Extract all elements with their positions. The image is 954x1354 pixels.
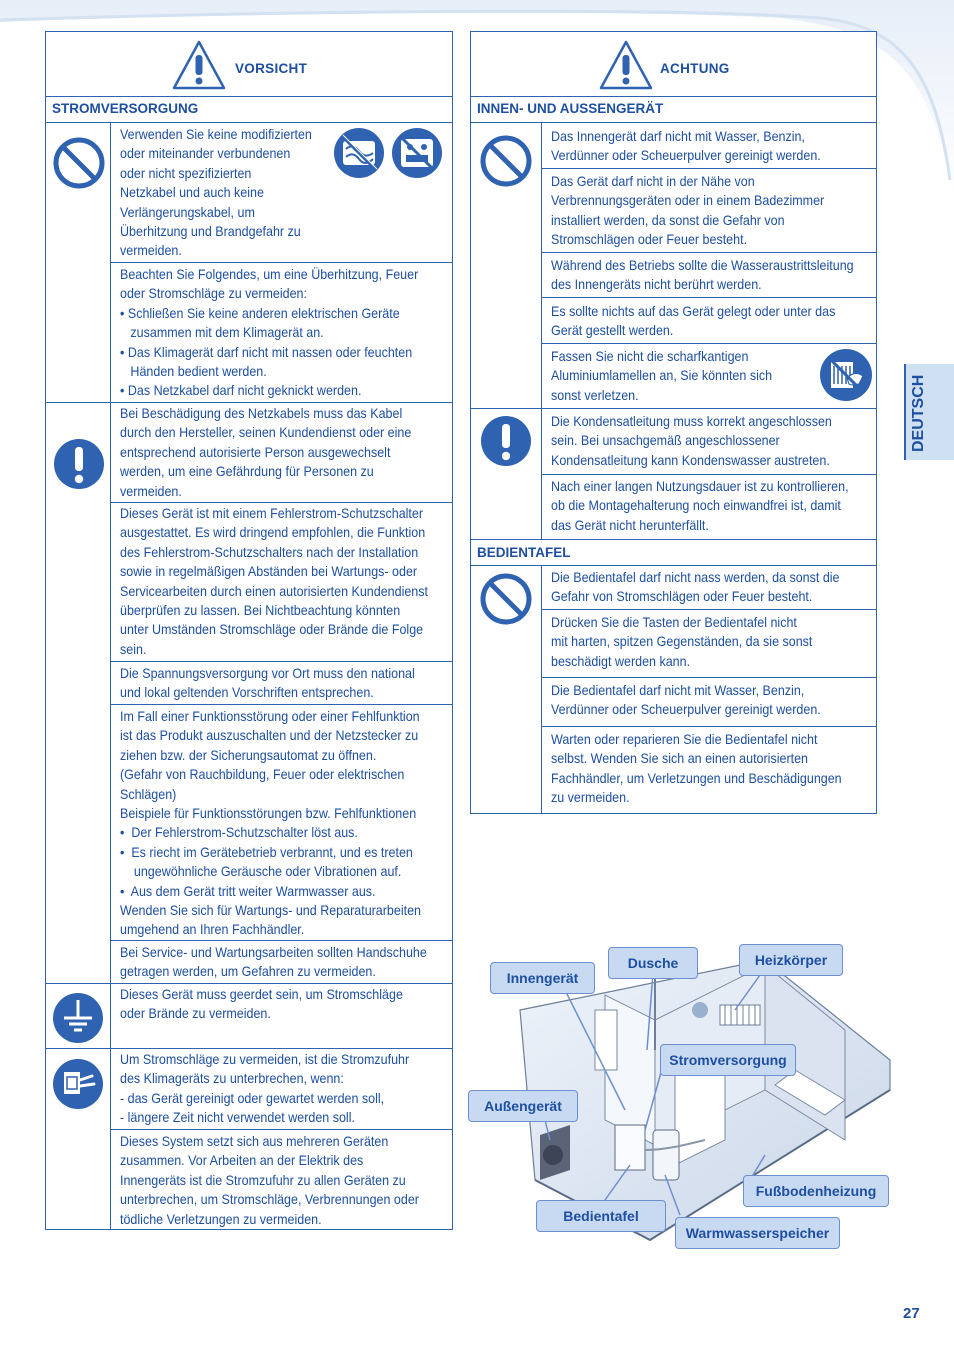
left-cell-9 xyxy=(120,1132,419,1229)
text-line: ungewöhnliche Geräusche oder Vibrationen auf. xyxy=(120,864,402,880)
right-cell-0 xyxy=(551,127,821,166)
row-divider xyxy=(110,262,452,263)
row-divider xyxy=(541,609,876,610)
row-divider xyxy=(110,1129,452,1130)
text-line: Die Kondensatleitung muss korrekt angeschlossen xyxy=(551,414,832,429)
icon-column-divider xyxy=(541,566,542,813)
group-divider xyxy=(46,402,452,403)
row-divider xyxy=(541,252,876,253)
text-line: - längere Zeit nicht verwendet werden soll. xyxy=(120,1110,355,1126)
group-divider xyxy=(471,408,876,409)
text-line: (Gefahr von Rauchbildung, Feuer oder elektrischen xyxy=(120,767,405,783)
text-line: ob die Montagehalterung noch einwandfrei ist, damit xyxy=(551,498,841,514)
row-divider xyxy=(110,502,452,503)
text-line: Verbrennungsgeräten oder in einem Badezimmer xyxy=(551,193,825,209)
grounding-icon xyxy=(52,992,104,1044)
text-line: installiert werden, da sonst die Gefahr von xyxy=(551,212,785,228)
text-line: Netzkabel und auch keine xyxy=(120,185,264,201)
left-cell-7 xyxy=(120,985,403,1024)
text-line: Bei Beschädigung des Netzkabels muss das Kabel xyxy=(120,406,403,421)
group-divider xyxy=(46,1048,452,1049)
right-cell-3 xyxy=(551,302,835,341)
label-warmwasserspeicher: Warmwasserspeicher xyxy=(675,1217,840,1249)
text-line: sein. Bei unsachgemäß angeschlossener xyxy=(551,433,780,449)
section-bedientafel: BEDIENTAFEL xyxy=(471,539,876,566)
row-divider xyxy=(541,343,876,344)
row-divider xyxy=(541,297,876,298)
text-line: Warten oder reparieren Sie die Bedientafel nicht xyxy=(551,732,818,747)
text-line: Fassen Sie nicht die scharfkantigen xyxy=(551,349,749,364)
text-line: Servicearbeiten durch einen autorisierten Kundendienst xyxy=(120,583,428,599)
text-line: sein. xyxy=(120,641,147,657)
page-number: 27 xyxy=(903,1305,920,1322)
row-divider xyxy=(110,704,452,705)
label-bedientafel: Bedientafel xyxy=(536,1200,666,1232)
label-dusche: Dusche xyxy=(608,947,698,979)
right-cell-6 xyxy=(551,477,849,535)
text-line: durch den Hersteller, seinen Kundendienst oder eine xyxy=(120,425,412,441)
text-line: • Das Klimagerät darf nicht mit nassen oder feuchten xyxy=(120,344,413,360)
row-divider xyxy=(110,940,452,941)
text-line: Beispiele für Funktionsstörungen bzw. Fehlfunktionen xyxy=(120,806,417,822)
vorsicht-title: VORSICHT xyxy=(235,61,308,76)
text-line: Während des Betriebs sollte die Wasseraustrittsleitung xyxy=(551,258,854,273)
text-line: getragen werden, um Gefahren zu vermeiden. xyxy=(120,964,376,980)
language-side-tab xyxy=(904,364,954,460)
text-line: sowie in regelmäßigen Abständen bei Wartungs- oder xyxy=(120,564,418,580)
warning-triangle-icon xyxy=(598,39,654,91)
text-line: sonst verletzen. xyxy=(551,387,639,403)
text-line: Verlängerungskabel, um xyxy=(120,204,255,220)
no-touch-fins-icon xyxy=(819,348,873,402)
left-cell-5 xyxy=(120,707,421,940)
label-heizkoerper: Heizkörper xyxy=(739,944,843,976)
text-line: • Schließen Sie keine anderen elektrischen Geräte xyxy=(120,305,400,321)
row-divider xyxy=(110,661,452,662)
text-line: unter Umständen Stromschläge oder Brände die Folge xyxy=(120,622,424,638)
no-modified-cable-icon xyxy=(333,127,385,179)
text-line: Verwenden Sie keine modifizierten xyxy=(120,127,312,142)
text-line: des Klimageräts zu unterbrechen, wenn: xyxy=(120,1071,344,1087)
text-line: - das Gerät gereinigt oder gewartet werden soll, xyxy=(120,1090,385,1106)
icon-column-divider xyxy=(541,123,542,539)
text-line: werden, um eine Gefährdung für Personen zu xyxy=(120,464,374,480)
text-line: vermeiden. xyxy=(120,243,182,259)
text-line: und lokal geltenden Vorschriften entsprechen. xyxy=(120,685,374,701)
vorsicht-panel xyxy=(45,31,453,1230)
warning-triangle-icon xyxy=(171,39,227,91)
text-line: Dieses Gerät ist mit einem Fehlerstrom-Schutzschalter xyxy=(120,506,424,521)
achtung-panel xyxy=(470,31,877,814)
text-line: beschädigt werden kann. xyxy=(551,653,691,669)
language-tab-label: DEUTSCH xyxy=(910,374,927,452)
text-line: das Gerät nicht herunterfällt. xyxy=(551,517,709,533)
left-cell-8 xyxy=(120,1050,409,1128)
row-divider xyxy=(541,168,876,169)
mandatory-action-icon xyxy=(479,414,533,468)
text-line: Verdünner oder Scheuerpulver gereinigt werden. xyxy=(551,702,821,718)
text-line: ziehen bzw. der Sicherungsautomat zu öffnen. xyxy=(120,747,377,763)
prohibition-icon xyxy=(479,134,533,188)
text-line: überprüfen zu lassen. Bei Nichtbeachtung könnten xyxy=(120,603,401,619)
right-cell-1 xyxy=(551,172,824,250)
left-cell-6 xyxy=(120,943,427,982)
right-cell-5 xyxy=(551,412,832,470)
right-cell-10 xyxy=(551,730,842,808)
right-cell-8 xyxy=(551,613,812,671)
text-line: des Innengeräts nicht berührt werden. xyxy=(551,277,762,293)
text-line: selbst. Wenden Sie sich an einen autorisierten xyxy=(551,751,808,767)
text-line: Im Fall einer Funktionsstörung oder einer Fehlfunktion xyxy=(120,709,420,724)
text-line: Kondensatleitung kann Kondenswasser austreten. xyxy=(551,452,830,468)
left-cell-1 xyxy=(120,265,418,401)
achtung-header xyxy=(471,32,876,97)
text-line: oder Brände zu vermeiden. xyxy=(120,1006,271,1022)
text-line: Verdünner oder Scheuerpulver gereinigt werden. xyxy=(551,148,821,164)
prohibition-icon xyxy=(52,136,106,190)
text-line: entsprechend autorisierte Person ausgewechselt xyxy=(120,444,391,460)
right-cell-4 xyxy=(551,347,772,405)
text-line: • Der Fehlerstrom-Schutzschalter löst aus. xyxy=(120,825,358,841)
prohibition-icon xyxy=(479,572,533,626)
label-innengeraet: Innengerät xyxy=(490,962,595,994)
text-line: Gefahr von Stromschlägen oder Feuer besteht. xyxy=(551,589,813,605)
text-line: zusammen mit dem Klimagerät an. xyxy=(120,325,324,341)
left-cell-0 xyxy=(120,125,312,261)
left-cell-2 xyxy=(120,404,411,501)
right-cell-7 xyxy=(551,568,840,607)
text-line: • Das Netzkabel darf nicht geknickt werden. xyxy=(120,383,362,399)
right-cell-2 xyxy=(551,256,854,295)
text-line: Überhitzung und Brandgefahr zu xyxy=(120,224,301,240)
text-line: Bei Service- und Wartungsarbeiten sollten Handschuhe xyxy=(120,945,427,960)
group-divider xyxy=(46,983,452,984)
mandatory-action-icon xyxy=(52,437,106,491)
label-stromversorgung: Stromversorgung xyxy=(660,1044,796,1076)
text-line: • Aus dem Gerät tritt weiter Warmwasser aus. xyxy=(120,883,376,899)
text-line: Das Innengerät darf nicht mit Wasser, Benzin, xyxy=(551,129,805,144)
text-line: Händen bedient werden. xyxy=(120,364,267,380)
label-aussengeraet: Außengerät xyxy=(468,1090,578,1122)
text-line: • Es riecht im Gerätebetrieb verbrannt, und es treten xyxy=(120,844,413,860)
achtung-title: ACHTUNG xyxy=(660,61,730,76)
text-line: oder Stromschläge zu vermeiden: xyxy=(120,286,307,302)
text-line: ausgestattet. Es wird dringend empfohlen, die Funktion xyxy=(120,525,426,541)
text-line: umgehend an Ihren Fachhändler. xyxy=(120,922,305,938)
text-line: Drücken Sie die Tasten der Bedientafel nicht xyxy=(551,615,797,630)
text-line: Dieses System setzt sich aus mehreren Geräten xyxy=(120,1134,389,1149)
unplug-power-icon xyxy=(52,1058,104,1110)
row-divider xyxy=(541,726,876,727)
text-line: Dieses Gerät muss geerdet sein, um Stromschläge xyxy=(120,987,403,1002)
text-line: unterbrechen, um Stromschläge, Verbrennungen oder xyxy=(120,1192,419,1208)
text-line: Um Stromschläge zu vermeiden, ist die Stromzufuhr xyxy=(120,1052,410,1067)
text-line: Das Gerät darf nicht in der Nähe von xyxy=(551,174,755,189)
vorsicht-header xyxy=(46,32,452,97)
text-line: Schlägen) xyxy=(120,786,177,802)
text-line: zu vermeiden. xyxy=(551,790,630,806)
section-stromversorgung: STROMVERSORGUNG xyxy=(46,96,452,123)
left-cell-3 xyxy=(120,504,428,659)
label-fussbodenheizung: Fußbodenheizung xyxy=(743,1175,889,1207)
text-line: Nach einer langen Nutzungsdauer ist zu kontrollieren, xyxy=(551,479,849,494)
text-line: Innengeräts ist die Stromzufuhr zu allen Geräten zu xyxy=(120,1172,406,1188)
text-line: Die Spannungsversorgung vor Ort muss den national xyxy=(120,666,415,681)
text-line: Die Bedientafel darf nicht nass werden, da sonst die xyxy=(551,570,840,585)
text-line: Wenden Sie sich für Wartungs- und Reparaturarbeiten xyxy=(120,903,422,919)
text-line: oder nicht spezifizierten xyxy=(120,165,252,181)
text-line: Gerät gestellt werden. xyxy=(551,323,674,339)
text-line: mit harten, spitzen Gegenständen, da sie sonst xyxy=(551,634,813,650)
text-line: zusammen. Vor Arbeiten an der Elektrik des xyxy=(120,1153,364,1169)
text-line: tödliche Verletzungen zu vermeiden. xyxy=(120,1211,322,1227)
text-line: Aluminiumlamellen an, Sie könnten sich xyxy=(551,368,773,384)
no-extension-cable-icon xyxy=(391,127,443,179)
text-line: Fachhändler, um Verletzungen und Beschädigungen xyxy=(551,770,842,786)
text-line: Die Bedientafel darf nicht mit Wasser, Benzin, xyxy=(551,683,805,698)
icon-column-divider xyxy=(110,123,111,1229)
text-line: des Fehlerstrom-Schutzschalters nach der Installation xyxy=(120,544,419,560)
text-line: oder miteinander verbundenen xyxy=(120,146,291,162)
section-innen-aussengeraet: INNEN- UND AUSSENGERÄT xyxy=(471,96,876,123)
right-cell-9 xyxy=(551,681,821,720)
text-line: Es sollte nichts auf das Gerät gelegt oder unter das xyxy=(551,304,836,319)
row-divider xyxy=(541,474,876,475)
row-divider xyxy=(541,677,876,678)
text-line: ist das Produkt auszuschalten und der Netzstecker zu xyxy=(120,728,419,744)
text-line: Stromschlägen oder Feuer besteht. xyxy=(551,232,748,248)
left-cell-4 xyxy=(120,664,415,703)
text-line: Beachten Sie Folgendes, um eine Überhitzung, Feuer xyxy=(120,267,419,282)
text-line: vermeiden. xyxy=(120,483,182,499)
